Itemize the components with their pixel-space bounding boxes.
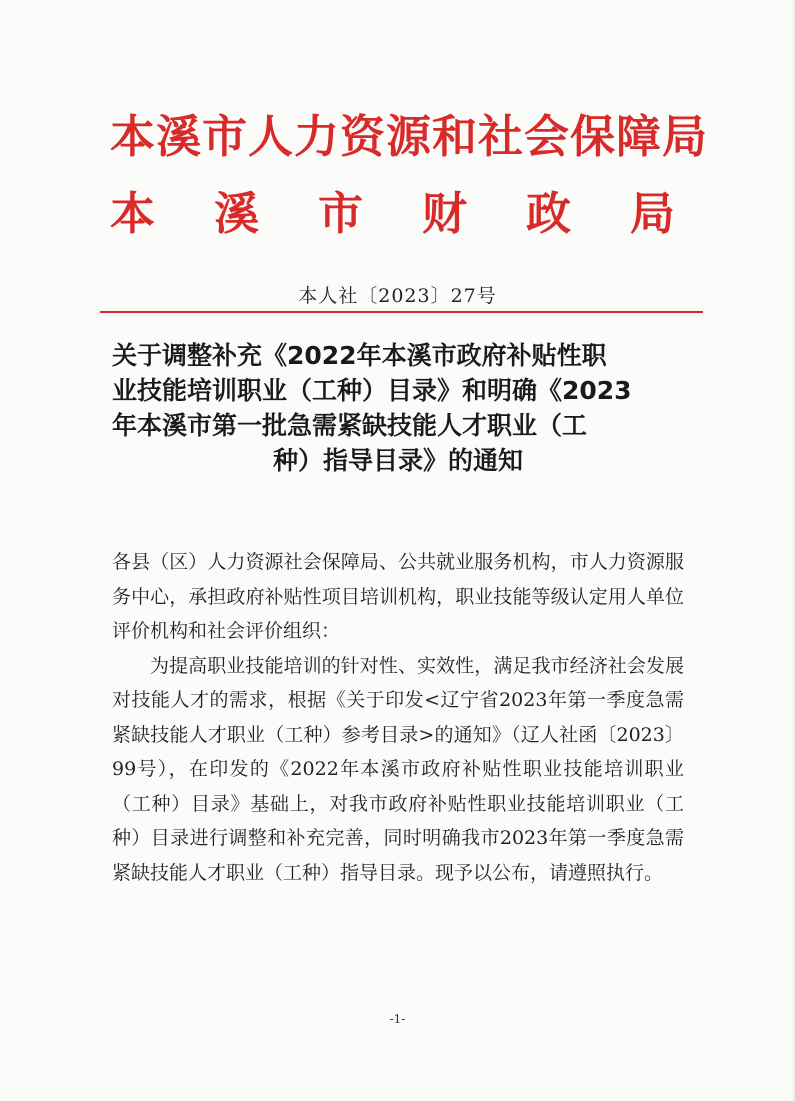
- addressee-paragraph: 各县（区）人力资源社会保障局、公共就业服务机构，市人力资源服务中心，承担政府补贴性项目培训机构，职业技能等级认定用人单位评价机构和社会评价组织：: [112, 551, 684, 642]
- issuer-2-char: 财: [421, 187, 467, 240]
- title-line: 业技能培训职业（工种）目录》和明确《2023: [112, 376, 632, 405]
- title-line: 关于调整补充《2022年本溪市政府补贴性职: [112, 341, 607, 370]
- title-line: 种）指导目录》的通知: [272, 446, 523, 475]
- issuer-name-line-1: 本溪市人力资源和社会保障局: [110, 110, 709, 163]
- title-line: 年本溪市第一批急需紧缺技能人才职业（工: [112, 411, 588, 440]
- document-title: [112, 338, 684, 478]
- document-number: 本人社〔2023〕27号: [298, 285, 497, 307]
- issuer-2-char: 市: [317, 187, 363, 240]
- page-number: -1-: [389, 1012, 406, 1026]
- body-paragraph: 为提高职业技能培训的针对性、实效性，满足我市经济社会发展对技能人才的需求，根据《关于印发<辽宁省2023年第一季度急需紧缺技能人才职业（工种）参考目录>的通知》（辽人社函〔2023〕99号），在印发的《2022年本溪市政府补贴性职业技能培训职业（工种）目录》基础上，对我市政府补贴性职业技能培训职业（工种）目录进行调整和补充完善，同时明确我市2023年第一季度急需紧缺技能人才职业（工种）指导目录。现予以公布，请遵照执行。: [112, 654, 684, 884]
- issuer-2-char: 本: [110, 187, 156, 240]
- scan-edge: [790, 0, 795, 1101]
- document-body: [112, 545, 684, 890]
- issuer-2-char: 局: [629, 187, 675, 240]
- issuer-2-char: 溪: [213, 187, 259, 240]
- red-header-rule: [100, 311, 703, 313]
- issuer-name-line-2: [110, 185, 675, 243]
- issuer-2-char: 政: [525, 187, 571, 240]
